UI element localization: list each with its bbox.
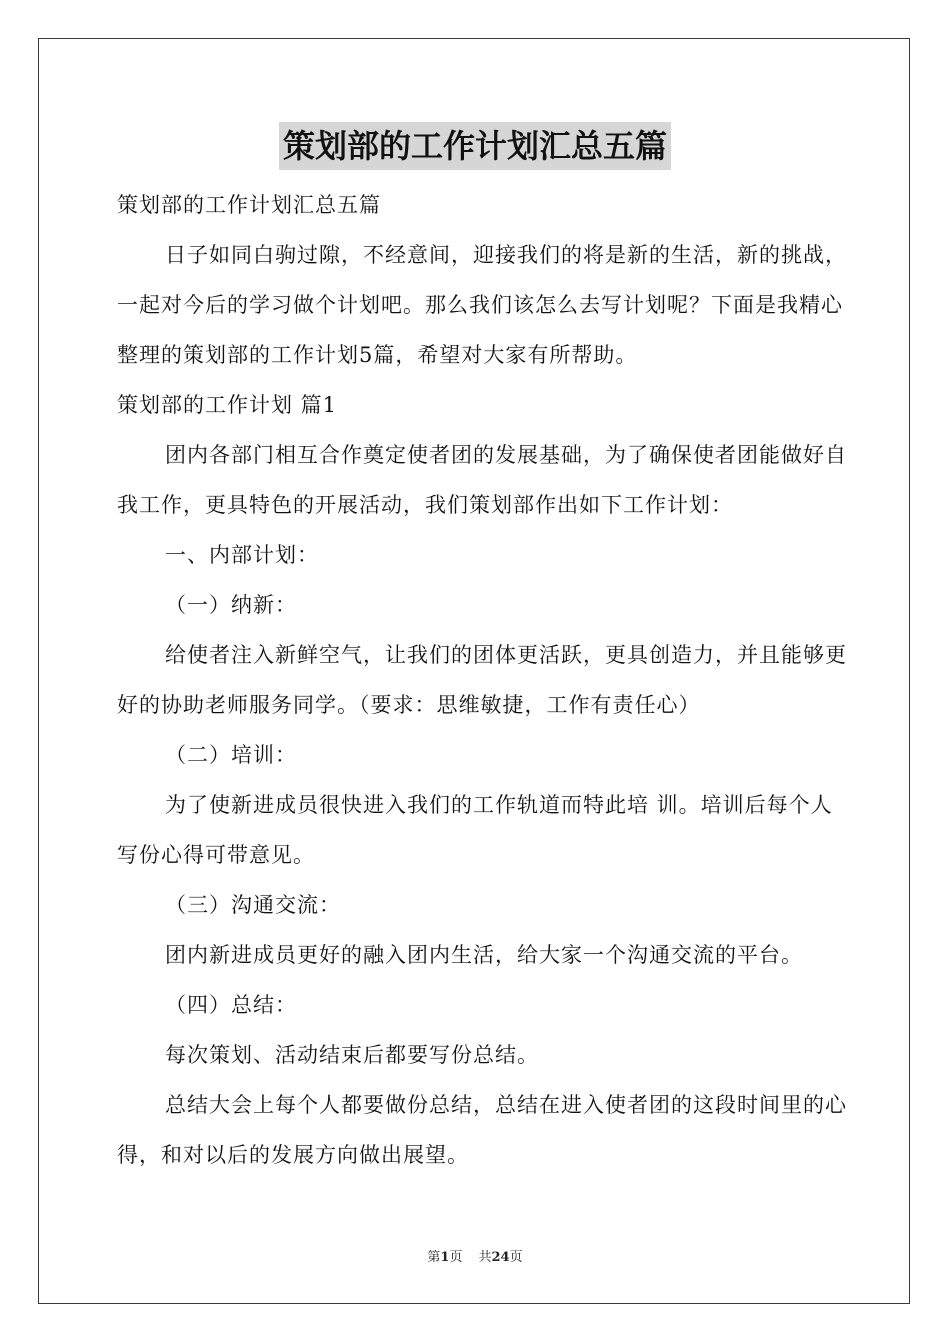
paragraph: 策划部的工作计划汇总五篇 — [117, 193, 381, 217]
page-prefix: 第 — [427, 1250, 441, 1265]
page-footer — [0, 1246, 950, 1265]
paragraph: 为了使新进成员很快进入我们的工作轨道而特此培 训。培训后每个人写份心得可带意见。 — [117, 793, 833, 867]
title-container — [0, 122, 950, 170]
paragraph: （一）纳新： — [165, 593, 297, 617]
page-suffix: 页 — [449, 1250, 463, 1265]
paragraph: 给使者注入新鲜空气，让我们的团体更活跃，更具创造力，并且能够更好的协助老师服务同学。（要求：思维敏捷，工作有责任心） — [117, 643, 847, 717]
paragraph: 每次策划、活动结束后都要写份总结。 — [165, 1043, 539, 1067]
paragraph: （四）总结： — [165, 993, 297, 1017]
paragraph: 一、内部计划： — [165, 543, 319, 567]
paragraph: （三）沟通交流： — [165, 893, 341, 917]
paragraph: 团内各部门相互合作奠定使者团的发展基础，为了确保使者团能做好自我工作，更具特色的开展活动，我们策划部作出如下工作计划： — [117, 443, 847, 517]
section-heading: 策划部的工作计划 篇1 — [117, 393, 338, 417]
document-body — [117, 180, 847, 1180]
document-title: 策划部的工作计划汇总五篇 — [279, 122, 671, 170]
page-number: 1 — [440, 1250, 450, 1265]
total-pages: 24 — [491, 1250, 510, 1265]
paragraph: 日子如同白驹过隙，不经意间，迎接我们的将是新的生活，新的挑战，一起对今后的学习做个计划吧。那么我们该怎么去写计划呢？下面是我精心整理的策划部的工作计划5篇，希望对大家有所帮助。 — [117, 243, 847, 367]
total-prefix: 共 — [478, 1250, 492, 1265]
paragraph: （二）培训： — [165, 743, 297, 767]
paragraph: 总结大会上每个人都要做份总结，总结在进入使者团的这段时间里的心得，和对以后的发展方向做出展望。 — [117, 1093, 847, 1167]
paragraph: 团内新进成员更好的融入团内生活，给大家一个沟通交流的平台。 — [165, 943, 803, 967]
total-suffix: 页 — [509, 1250, 523, 1265]
